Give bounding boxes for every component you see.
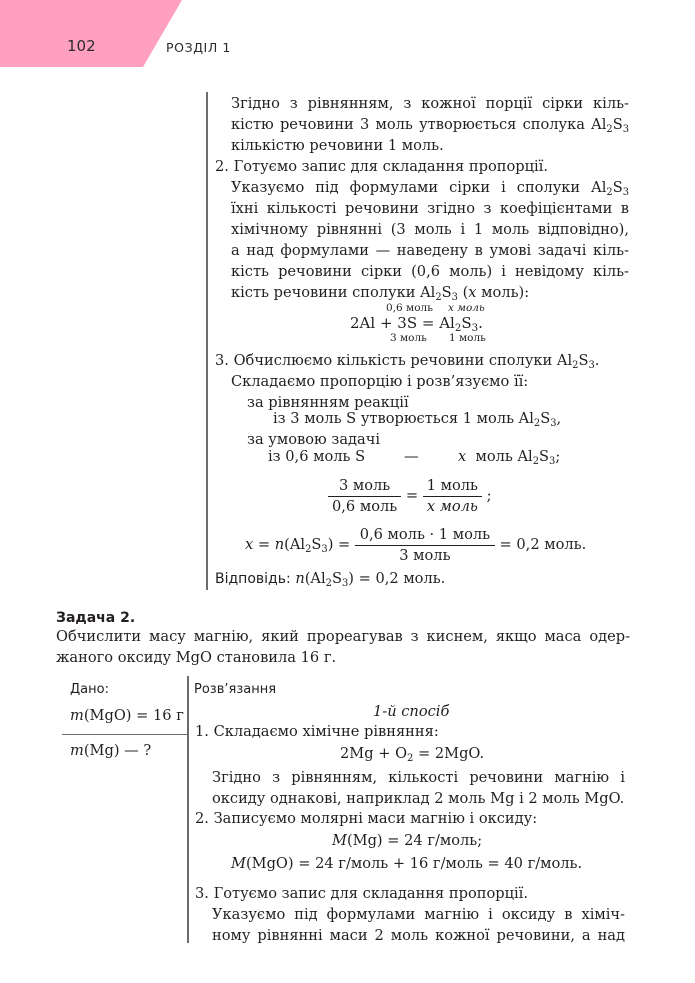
- paragraph-line: кість речовини сірки (0,6 моль) і невідому кіль-: [231, 263, 629, 280]
- given-find-divider: [62, 734, 188, 735]
- step-1-title: 1. Складаємо хімічне рівняння:: [195, 723, 439, 740]
- step-2-title: 2. Записуємо молярні маси магнію і оксиду:: [195, 810, 538, 827]
- molar-mass-mgo: M(MgO) = 24 г/моль + 16 г/моль = 40 г/моль.: [231, 855, 583, 872]
- given-label: Дано:: [70, 682, 109, 697]
- given-solution-divider: [187, 676, 189, 943]
- answer-line: Відповідь: $n(Al_2S_3) = 0,2$ моль.: [215, 570, 446, 589]
- dash: —: [404, 448, 419, 465]
- step-3-title: 3. Обчислюємо кількість речовини сполуки $Al_2S_3$.: [215, 352, 600, 371]
- paragraph-line: Згідно з рівнянням, кількості речовини магнію і: [212, 769, 625, 786]
- paragraph-line: за умовою задачі: [247, 431, 381, 448]
- task-2-title: Задача 2.: [56, 610, 136, 626]
- annotation-above-s: 0,6 моль: [386, 302, 433, 314]
- proportion-equation: $\frac{\text{3 моль}}{\text{0,6 моль}}$ = $\frac{\text{1 моль}}{\text{x моль}}$ ;: [328, 476, 492, 517]
- section-label: РОЗДІЛ 1: [166, 40, 231, 55]
- paragraph-line: Складаємо пропорцію і розв’язуємо її:: [231, 373, 529, 390]
- method-label: 1-й спосіб: [373, 703, 450, 720]
- reaction-equation: $2Al + 3S = Al_2S_3$.: [350, 314, 483, 335]
- paragraph-line: кількістю речовини 1 моль.: [231, 137, 444, 154]
- paragraph-line: а над формулами — наведену в умові задачі кіль-: [231, 242, 629, 259]
- solution-divider-line: [206, 92, 208, 590]
- paragraph-line: Указуємо під формулами сірки і сполуки $Al_2S_3$: [231, 179, 629, 198]
- formula-al2s3: $Al_2S_3$: [591, 116, 629, 135]
- step-3-title: 3. Готуємо запис для складання пропорції.: [195, 885, 528, 902]
- paragraph-line: кість речовини сполуки $Al_2S_3$ (x моль):: [231, 284, 530, 303]
- paragraph-line: оксиду однакові, наприклад 2 моль Mg і 2 моль MgO.: [212, 790, 625, 807]
- paragraph-line: хімічному рівнянні (3 моль і 1 моль відповідно),: [231, 221, 629, 238]
- paragraph-line: їхні кількості речовини згідно з коефіцієнтами в: [231, 200, 629, 217]
- paragraph-line: за рівнянням реакції: [247, 394, 409, 411]
- paragraph-line: x моль $Al_2S_3$;: [458, 448, 561, 467]
- annotation-below-s: 3 моль: [390, 332, 427, 344]
- chemical-equation: $2Mg + O_2 = 2MgO$.: [340, 745, 485, 764]
- page-number: 102: [67, 37, 96, 55]
- solution-formula: $x = n(Al_2S_3)$ = $\frac{\text{0,6 моль · 1 моль}}{\text{3 моль}}$ = 0,2 моль.: [245, 526, 587, 564]
- paragraph-line: із 3 моль S утворюється 1 моль $Al_2S_3$,: [273, 410, 562, 429]
- given-value: m(MgO) = 16 г: [70, 707, 184, 724]
- chapter-tab-shape: [0, 0, 182, 67]
- paragraph-line: Указуємо під формулами магнію і оксиду в хіміч-: [212, 906, 625, 923]
- task-statement-line: жаного оксиду MgO становила 16 г.: [56, 649, 337, 666]
- find-value: m(Mg) — ?: [70, 742, 152, 759]
- task-statement-line: Обчислити масу магнію, який прореагував з киснем, якщо маса одер-: [56, 628, 630, 645]
- annotation-above-al2s3: x моль: [448, 302, 485, 314]
- annotation-below-al2s3: 1 моль: [449, 332, 486, 344]
- paragraph-line: кістю речовини 3 моль утворюється сполука $Al_2S_3$: [231, 116, 629, 135]
- paragraph-line: із 0,6 моль S: [268, 448, 366, 465]
- step-2-title: 2. Готуємо запис для складання пропорції.: [215, 158, 548, 175]
- paragraph-line: Згідно з рівнянням, з кожної порції сірки кіль-: [231, 95, 629, 112]
- solution-label: Розв’язання: [194, 682, 277, 697]
- paragraph-line: ному рівнянні маси 2 моль кожної речовини, а над: [212, 927, 625, 944]
- molar-mass-mg: M(Mg) = 24 г/моль;: [332, 832, 483, 849]
